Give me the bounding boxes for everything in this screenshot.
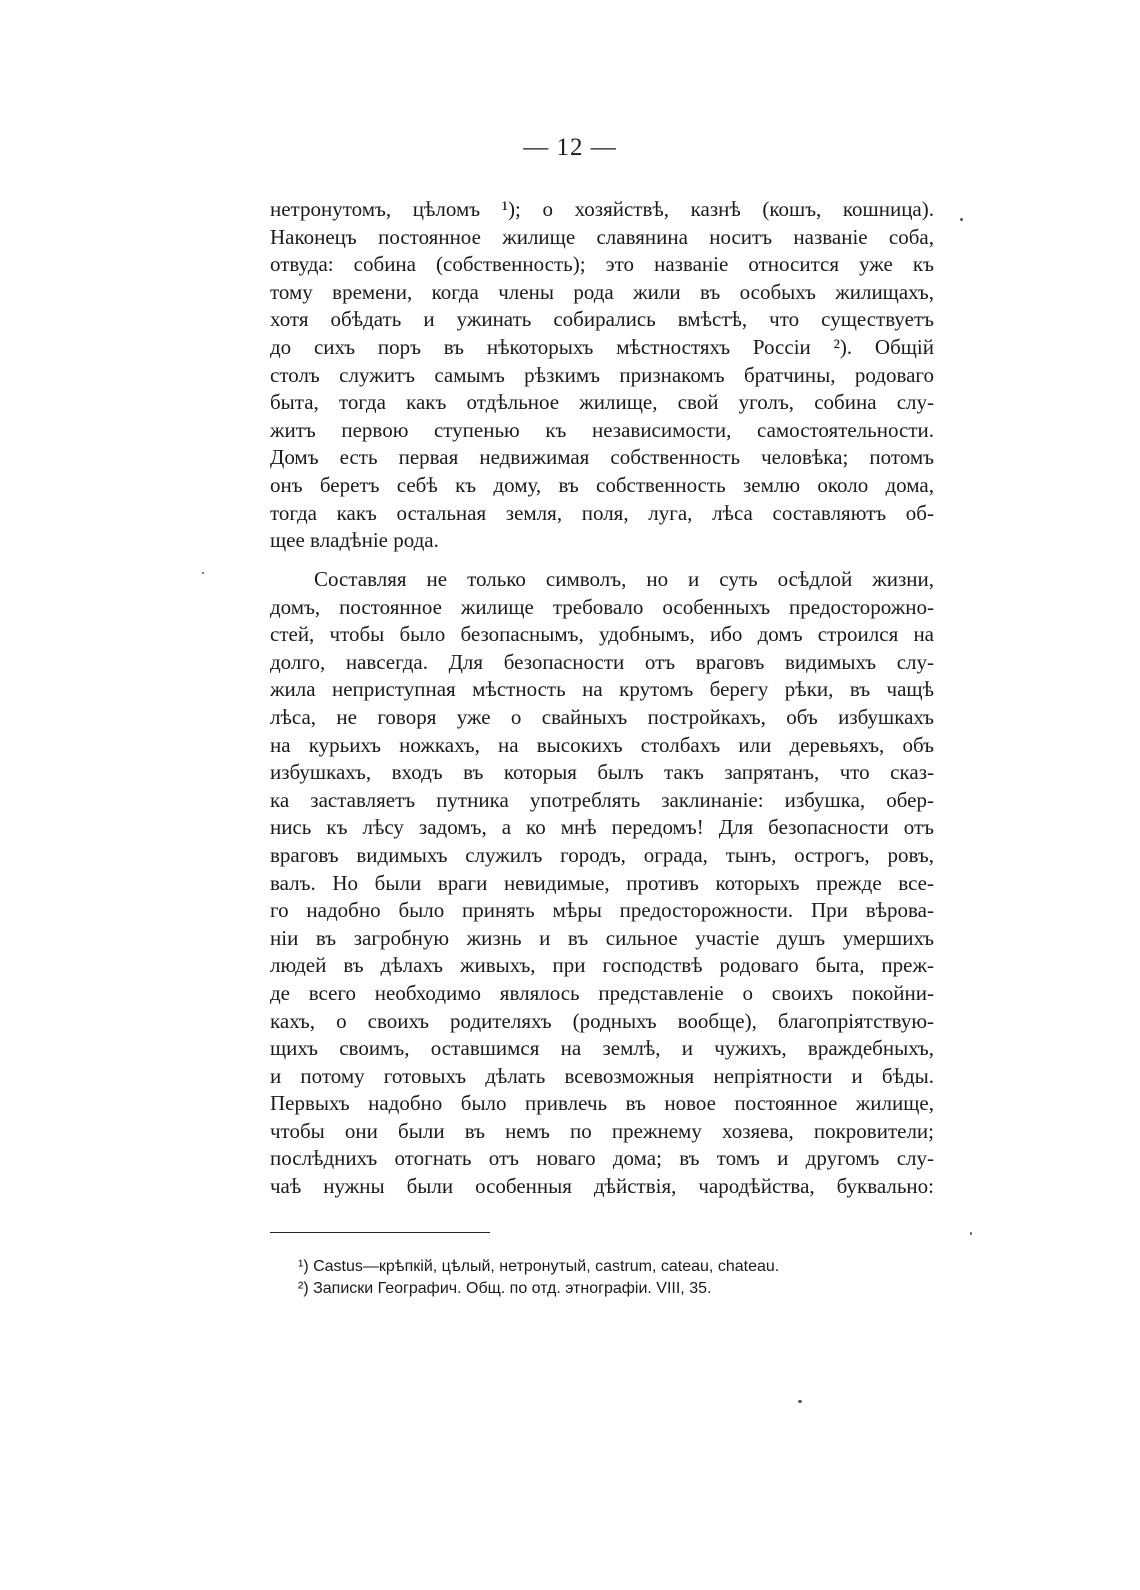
text-line: Первыхъ надобно было привлечь въ новое постоянное жилище, xyxy=(270,1091,934,1116)
text-line: хотя обѣдать и ужинать собирались вмѣстѣ, что существуетъ xyxy=(270,307,934,332)
text-line: ніи въ загробную жизнь и въ сильное участіе душъ умершихъ xyxy=(270,925,934,950)
text-line: стей, чтобы было безопаснымъ, удобнымъ, ибо домъ строился на xyxy=(270,622,934,647)
text-line: долго, навсегда. Для безопасности отъ враговъ видимыхъ слу- xyxy=(270,649,934,674)
text-line: тому времени, когда члены рода жили въ особыхъ жилищахъ, xyxy=(270,279,934,304)
text-line: онъ беретъ себѣ къ дому, въ собственность землю около дома, xyxy=(270,472,934,497)
text-line: де всего необходимо являлось представленіе о своихъ покойни- xyxy=(270,980,934,1005)
text-line: столъ служитъ самымъ рѣзкимъ признакомъ братчины, родоваго xyxy=(270,362,934,387)
text-line: быта, тогда какъ отдѣльное жилище, свой уголъ, собина слу- xyxy=(270,390,934,415)
footnotes xyxy=(298,1256,779,1300)
text-line: Домъ есть первая недвижимая собственность человѣка; потомъ xyxy=(270,445,934,470)
page-number: — 12 — xyxy=(523,134,617,161)
text-line: избушкахъ, входъ въ которыя былъ такъ запрятанъ, что сказ- xyxy=(270,760,934,785)
text-line: на курьихъ ножкахъ, на высокихъ столбахъ или деревьяхъ, объ xyxy=(270,732,934,757)
text-line: и потому готовыхъ дѣлать всевозможныя непріятности и бѣды. xyxy=(270,1063,934,1088)
ink-speck xyxy=(202,572,204,574)
text-line: щее владѣніе рода. xyxy=(270,528,439,553)
text-line: кахъ, о своихъ родителяхъ (родныхъ вообще), благопріятствую- xyxy=(270,1008,934,1033)
footnote-1: ¹) Castus—крѣпкій, цѣлый, нетронутый, castrum, cateau, chateau. xyxy=(298,1258,780,1275)
text-line: до сихъ поръ въ нѣкоторыхъ мѣстностяхъ Россіи ²). Общій xyxy=(270,334,934,359)
text-line: лѣса, не говоря уже о свайныхъ постройкахъ, объ избушкахъ xyxy=(270,704,934,729)
text-line: валъ. Но были враги невидимые, противъ которыхъ прежде все- xyxy=(270,870,934,895)
text-line: враговъ видимыхъ служилъ городъ, ограда, тынъ, острогъ, ровъ, xyxy=(270,842,934,867)
text-line: тогда какъ остальная земля, поля, луга, лѣса составляютъ об- xyxy=(270,500,934,525)
paragraph-1 xyxy=(270,196,934,555)
text-line: людей въ дѣлахъ живыхъ, при господствѣ родоваго быта, преж- xyxy=(270,953,934,978)
text-line: чтобы они были въ немъ по прежнему хозяева, покровители; xyxy=(270,1118,934,1143)
text-line: домъ, постоянное жилище требовало особенныхъ предосторожно- xyxy=(270,594,934,619)
ink-speck xyxy=(970,1232,972,1235)
text-line: послѣднихъ отогнать отъ новаго дома; въ томъ и другомъ слу- xyxy=(270,1146,934,1171)
ink-speck xyxy=(798,1400,802,1403)
text-line: нись къ лѣсу задомъ, а ко мнѣ передомъ! Для безопасности отъ xyxy=(270,815,934,840)
paragraph-2 xyxy=(270,566,934,1201)
text-line: житъ первою ступенью къ независимости, самостоятельности. xyxy=(270,417,934,442)
text-line: жила неприступная мѣстность на крутомъ берегу рѣки, въ чащѣ xyxy=(270,677,934,702)
text-line: чаѣ нужны были особенныя дѣйствія, чародѣйства, буквально: xyxy=(270,1174,934,1199)
ink-speck xyxy=(960,218,963,221)
text-line: го надобно было принять мѣры предосторожности. При вѣрова- xyxy=(270,898,934,923)
text-line: ка заставляетъ путника употреблять заклинаніе: избушка, обер- xyxy=(270,787,934,812)
footnote-separator xyxy=(270,1232,490,1233)
text-line: щихъ своимъ, оставшимся на землѣ, и чужихъ, враждебныхъ, xyxy=(270,1036,934,1061)
footnote-2: ²) Записки Географич. Общ. по отд. этнографіи. VIII, 35. xyxy=(298,1280,712,1297)
text-line: Составляя не только символъ, но и суть осѣдлой жизни, xyxy=(314,567,934,591)
text-line: Наконецъ постоянное жилище славянина носитъ названіе соба, xyxy=(270,224,934,249)
text-line: нетронутомъ, цѣломъ ¹); о хозяйствѣ, казнѣ (кошъ, кошница). xyxy=(270,197,934,221)
text-line: отвуда: собина (собственность); это названіе относится уже къ xyxy=(270,252,934,277)
